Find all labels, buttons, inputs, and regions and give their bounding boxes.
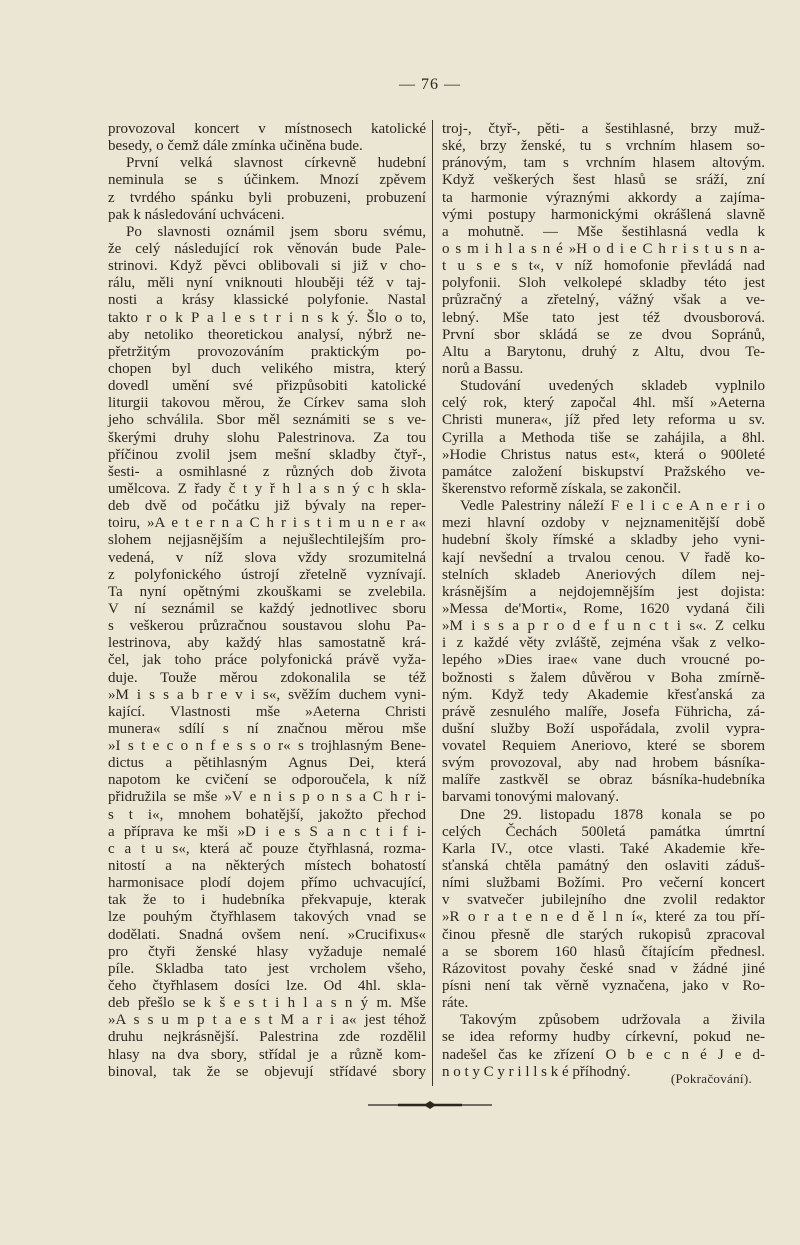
left-column xyxy=(108,121,426,1081)
text-line: písni není tak věrně vyznačena, jako v Ro- xyxy=(442,978,765,995)
text-line: Christi munera«, jíž před lety reforma u sv. xyxy=(442,412,765,429)
text-line: Karla IV., otce vlasti. Také Akademie kře- xyxy=(442,840,765,857)
text-line: Když veškerých šest hlasů se sráží, zní xyxy=(442,172,765,189)
text-line: V ní seznámil se každý jednotlivec sboru xyxy=(108,600,426,617)
text-line: liturgii takovou měrou, že Církev sama sloh xyxy=(108,395,426,412)
text-line: a se sborem 160 hlasů čítajícím přednesl. xyxy=(442,943,765,960)
paragraph xyxy=(442,121,765,378)
text-line: ta harmonie výraznými akkordy a zajíma- xyxy=(442,189,765,206)
text-line: pránovým, tam s vrchním hlasem altovým. xyxy=(442,155,765,172)
text-line: umělcova. Z řady č t y ř h l a s n ý c h skla- xyxy=(108,480,426,497)
text-line: lepého »Dies irae« vane duch vroucné po- xyxy=(442,652,765,669)
text-line: tak že to i hudebníka překvapuje, kterak xyxy=(108,892,426,909)
text-line: binoval, tak že se objevují střídavé sbory xyxy=(108,1063,426,1080)
text-line: sťanská chtěla památný den oslaviti záduš- xyxy=(442,858,765,875)
text-line: lebný. Mše tato jest též dvousborová. xyxy=(442,309,765,326)
text-line: vedená, v níž slova vždy srozumitelná xyxy=(108,549,426,566)
text-line: slohem nejjasnějším a nejušlechtilejším pro- xyxy=(108,532,426,549)
text-line: druhu nejkrásnější. Palestrina zde rozdělil xyxy=(108,1029,426,1046)
text-line: napotom ke cvičení se odporoučela, k níž xyxy=(108,772,426,789)
text-line: škerenstvo reformě získala, se zakončil. xyxy=(442,480,682,497)
ornament-divider-icon xyxy=(368,1100,492,1110)
text-line: norů a Bassu. xyxy=(442,360,524,377)
text-line: Ta nyní opětnými zkouškami se zvelebila. xyxy=(108,583,426,600)
text-line: mezi hlavní ozdoby v nejznamenitější době xyxy=(442,515,765,532)
text-line: hudební školy římské a skladby jeho vyni- xyxy=(442,532,765,549)
text-line: duje. Touže měrou zdokonalila se též xyxy=(108,669,426,686)
text-line: malíře zastkvěl se obraz básníka-hudebníka xyxy=(442,772,765,789)
text-line: čeho čtyřhlasem dosíci lze. Od 4hl. skla- xyxy=(108,978,426,995)
text-line: škerými druhy slohu Palestrinova. Za tou xyxy=(108,429,426,446)
right-column xyxy=(442,121,765,1081)
text-line: lze pouhým čtyřhlasem takových vnad se xyxy=(108,909,426,926)
text-line: pro čtyři ženské hlasy vyžaduje nemalé xyxy=(108,943,426,960)
text-line: dovedl umění své přizpůsobiti katolické xyxy=(108,378,426,395)
paragraph xyxy=(108,224,426,1081)
text-line: harmonisace plodí dojem přímo uchvacující, xyxy=(108,875,426,892)
text-line: aby netoliko theoretickou analysí, nýbrž ne- xyxy=(108,326,426,343)
text-line: šesti- a osmihlasné z různých dob života xyxy=(108,463,426,480)
text-line: přidružila se mše »V e n i s p o n s a C h r i- xyxy=(108,789,426,806)
text-line: božnosti s žalem důvěrou v Boha zmírně- xyxy=(442,669,765,686)
text-line: První velká slavnost církevně hudební xyxy=(126,155,426,172)
text-line: besedy, o čemž dále zmínka učiněna bude. xyxy=(108,138,363,155)
text-line: Altu a Barytonu, druhý z Altu, dvou Te- xyxy=(442,343,765,360)
text-line: rálu, měli nyní vniknouti hlouběji též v taj- xyxy=(108,275,426,292)
text-line: c a t u s«, která ač pouze čtyřhlasná, rozma- xyxy=(108,840,426,857)
text-line: munera« sdílí s ní značnou měrou mše xyxy=(108,720,426,737)
text-line: deb dvě od počátku již bývaly na reper- xyxy=(108,498,426,515)
text-line: »I s t e c o n f e s s o r« s trojhlasným Bene- xyxy=(108,738,426,755)
text-line: průzračný a zřetelný, vážný však a ve- xyxy=(442,292,765,309)
text-line: lestrinova, aby každý hlas samostatně krá- xyxy=(108,635,426,652)
text-line: »R o r a t e n e d ě l n í«, které za tou pří- xyxy=(442,909,765,926)
text-line: ními službami Božími. Pro večerní koncert xyxy=(442,875,765,892)
text-line: provozoval koncert v místnosech katolické xyxy=(108,121,426,137)
text-line: činou přesně dle starých rukopisů zpracoval xyxy=(442,926,765,943)
text-line: čel, jak toho práce polyfonická právě vyža- xyxy=(108,652,426,669)
text-line: toiru, »A e t e r n a C h r i s t i m u n e r a« xyxy=(108,515,426,532)
text-line: vovatel Requiem Aneriovo, které se sborem xyxy=(442,738,765,755)
text-line: »A s s u m p t a e s t M a r i a« jest téhož xyxy=(108,1012,426,1029)
continued-note: (Pokračování). xyxy=(670,1071,752,1086)
text-line: a mohutně. — Mše šestihlasná vedla k xyxy=(442,223,765,240)
text-line: nosti a krásy klassické polyfonie. Nastal xyxy=(108,292,426,309)
text-line: Cyrilla a Methoda tiše se zahájila, a 8hl. xyxy=(442,429,765,446)
text-line: kají nevšední a trvalou cenou. V řadě ko- xyxy=(442,549,765,566)
text-line: n o t y C y r i l l s k é příhodný. xyxy=(442,1063,631,1080)
paragraph xyxy=(442,378,765,498)
text-line: s t i«, mnohem bohatější, jakožto přechod xyxy=(108,806,426,823)
paragraph xyxy=(108,155,426,224)
text-line: chopen byl duch velikého mistra, který xyxy=(108,360,426,377)
text-line: takto r o k P a l e s t r i n s k ý. Šlo o to, xyxy=(108,309,426,326)
text-line: pak k následování uchváceni. xyxy=(108,206,285,223)
text-line: ské, brzy ženské, tu s vrchním hlasem so- xyxy=(442,138,765,155)
text-line: Studování uvedených skladeb vyplnilo xyxy=(460,378,765,395)
text-line: a příprava ke mši »D i e s S a n c t i f i- xyxy=(108,823,426,840)
text-line: se idea reformy hudby církevní, pokud ne- xyxy=(442,1029,765,1046)
text-line: jeho schválila. Sbor měl seznámiti se s ve- xyxy=(108,412,426,429)
text-line: »M i s s a p r o d e f u n c t i s«. Z celku xyxy=(442,618,765,635)
text-line: píle. Skladba tato jest vrcholem všeho, xyxy=(108,960,426,977)
text-line: svým provozoval, aby nad hrobem básníka- xyxy=(442,755,765,772)
text-line: právě zesnulého malíře, Josefa Führicha, zá- xyxy=(442,703,765,720)
text-line: krásnějším a nejdojemnějším jest dojista: xyxy=(442,583,765,600)
paragraph xyxy=(442,498,765,807)
text-line: dictus a pětihlasným Agnus Dei, která xyxy=(108,755,426,772)
text-line: v svatvečer jubilejního dne zvolil redaktor xyxy=(442,892,765,909)
text-line: z tvrdého spánku byli probuzeni, probuzení xyxy=(108,189,426,206)
text-line: z polyfonického ústrojí zřetelně vyznívají. xyxy=(108,566,426,583)
text-line: přetržitým provozováním praktickým po- xyxy=(108,343,426,360)
text-line: nadešel čas ke zřízení O b e c n é J e d- xyxy=(442,1046,765,1063)
text-line: deb přešlo se k š e s t i h l a s n ý m. Mše xyxy=(108,995,426,1012)
text-line: s veškerou průzračnou soustavou slohu Pa- xyxy=(108,618,426,635)
text-line: že celý následující rok věnován bude Pale- xyxy=(108,240,426,257)
text-line: celých Čechách 500letá památka úmrtní xyxy=(442,823,765,840)
column-divider xyxy=(432,120,433,1086)
text-line: neminula se s účinkem. Mnozí zpěvem xyxy=(108,172,426,189)
text-line: Dne 29. listopadu 1878 konala se po xyxy=(460,806,765,823)
text-line: Vedle Palestriny náleží F e l i c e A n e r i o xyxy=(460,498,765,515)
text-line: »Messa de'Morti«, Rome, 1620 vydaná čili xyxy=(442,600,765,617)
text-line: ným. Když tedy Akademie křesťanská za xyxy=(442,686,765,703)
text-line: polyfonii. Sloh velkolepé skladby této jest xyxy=(442,275,765,292)
text-line: o s m i h l a s n é »H o d i e C h r i s t u s n a- xyxy=(442,240,765,257)
paragraph xyxy=(442,807,765,1013)
page-number: — 76 — xyxy=(399,76,461,93)
text-line: dušní služby Boží uspořádala, zvolil vypra- xyxy=(442,720,765,737)
text-line: stelních skladeb Aneriových dílem nej- xyxy=(442,566,765,583)
text-line: Rázovitost povahy české snad v žádné jiné xyxy=(442,960,765,977)
text-line: dodělati. Snadná ovšem není. »Crucifixus« xyxy=(108,926,426,943)
paragraph xyxy=(108,121,426,155)
text-line: hlasy na dva sbory, střídal je a různě kom- xyxy=(108,1046,426,1063)
text-line: celý rok, který započal 4hl. mší »Aeterna xyxy=(442,395,765,412)
text-line: příčinou zvolil jsem mešní skladby čtyř-, xyxy=(108,446,426,463)
text-line: ráte. xyxy=(442,995,469,1012)
text-line: vými postupy harmonickými okrášlená slavně xyxy=(442,206,765,223)
text-line: nitostí a na některých místech bohatostí xyxy=(108,858,426,875)
text-line: památce založení biskupství Pražského ve- xyxy=(442,463,765,480)
text-line: kající. Vlastnosti mše »Aeterna Christi xyxy=(108,703,426,720)
text-line: »M i s s a b r e v i s«, svěžím duchem vyni- xyxy=(108,686,426,703)
text-line: Takovým způsobem udržovala a živila xyxy=(460,1012,765,1029)
text-line: i z každé věty zvláště, zejména však z velko- xyxy=(442,635,765,652)
text-line: strinovi. Když pěvci oblibovali si již v cho- xyxy=(108,258,426,275)
text-line: barvami tonovými malovaný. xyxy=(442,789,620,806)
text-line: První sbor skládá se ze dvou Sopránů, xyxy=(442,326,765,343)
text-line: »Hodie Christus natus est«, která o 900leté xyxy=(442,446,765,463)
text-line: troj-, čtyř-, pěti- a šestihlasné, brzy muž- xyxy=(442,121,765,137)
text-line: t u s e s t«, v níž homofonie převládá nad xyxy=(442,258,765,275)
text-line: Po slavnosti oznámil jsem sboru svému, xyxy=(126,223,426,240)
